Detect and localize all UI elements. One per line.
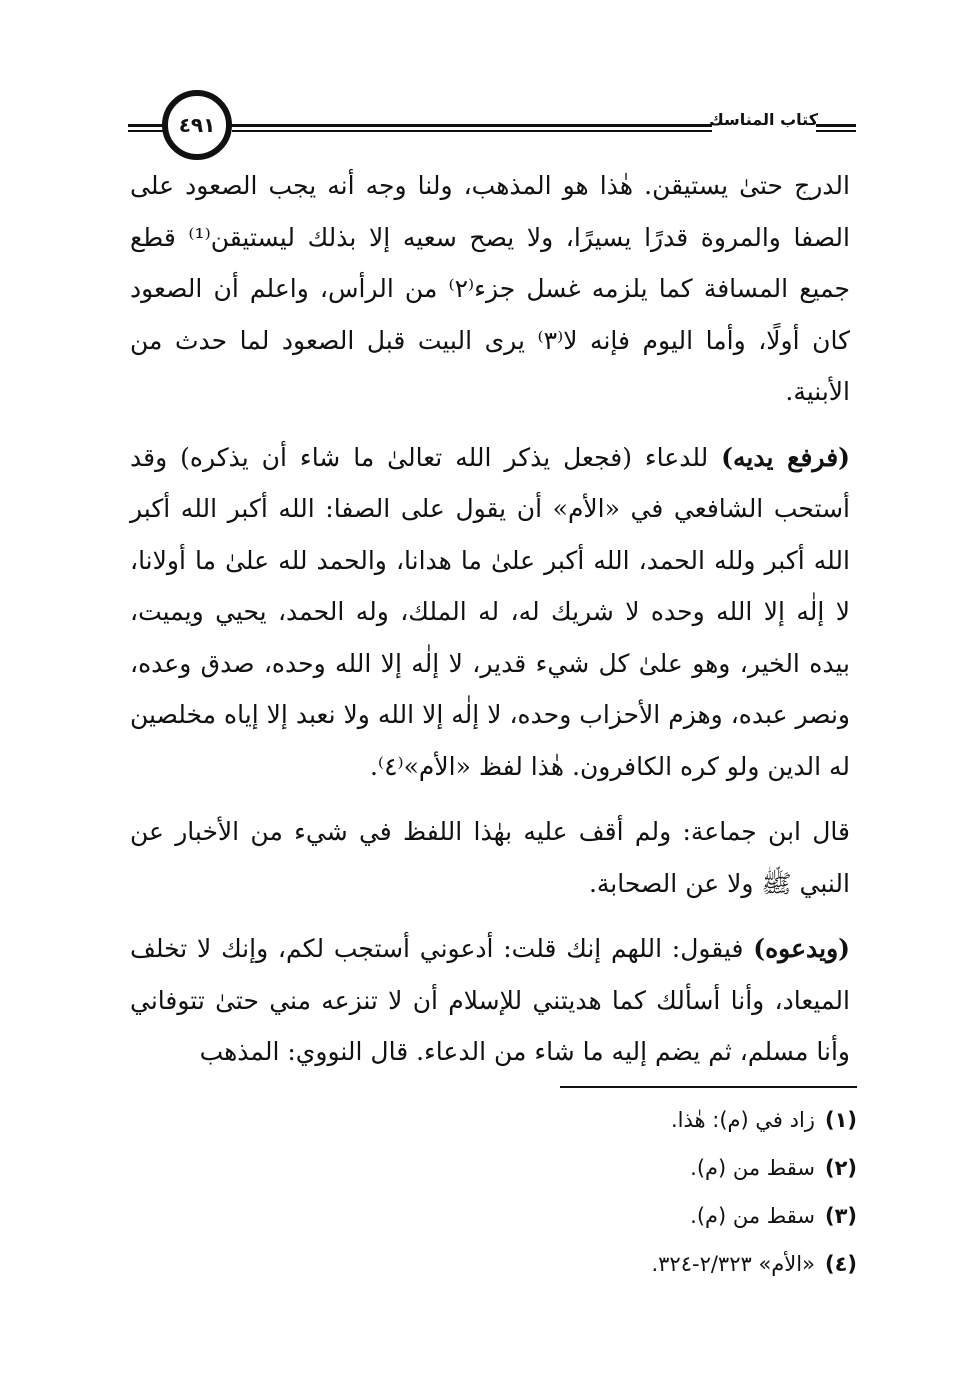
footnote-text: «الأم» ٢/٣٢٣-٣٢٤.: [651, 1252, 815, 1276]
footnote: [457, 1144, 857, 1192]
footnote-text: سقط من (م).: [690, 1204, 815, 1228]
paragraph: [130, 432, 850, 793]
footnote-number: (١): [824, 1108, 857, 1132]
paragraph-text: الدرج حتىٰ يستيقن. هٰذا هو المذهب، ولنا وجه أنه يجب الصعود على الصفا والمروة قدرًا يسيرًا، ولا يصح سعيه إلا بذلك ليستيقن⁽¹⁾ قطع جميع المسافة كما يلزمه غسل جزء⁽٢⁾ من الرأس، واعلم أن الصعود كان أولًا، وأما اليوم فإنه لا⁽٣⁾ يرى البيت قبل الصعود لما حدث من الأبنية.: [130, 171, 850, 406]
paragraph: [130, 806, 850, 909]
footnote-text: سقط من (م).: [690, 1156, 815, 1180]
paragraph: [130, 923, 850, 1078]
footnote-text: زاد في (م): هٰذا.: [670, 1108, 815, 1132]
page-number-badge: [162, 90, 232, 160]
paragraph-lead: (ويدعوه): [753, 934, 850, 963]
footnote-number: (٢): [824, 1156, 857, 1180]
page-number: ٤٩١: [178, 113, 216, 137]
footnote-separator: [560, 1086, 857, 1088]
header-rule-top: [232, 124, 712, 127]
paragraph-text: قال ابن جماعة: ولم أقف عليه بهٰذا اللفظ في شيء من الأخبار عن النبي ﷺ ولا عن الصحابة.: [130, 817, 850, 898]
footnote-number: (٤): [824, 1252, 857, 1276]
footnote: [457, 1240, 857, 1288]
paragraph-text: فيقول: اللهم إنك قلت: أدعوني أستجب لكم، وإنك لا تخلف الميعاد، وأنا أسألك كما هديتني للإسلام أن لا تنزعه مني حتىٰ تتوفاني وأنا مسلم، ثم يضم إليه ما شاء من الدعاء. قال النووي: المذهب: [130, 934, 850, 1066]
paragraph: [130, 160, 850, 418]
book-title: كتاب المناسك: [709, 110, 818, 129]
paragraph-text: للدعاء (فجعل يذكر الله تعالىٰ ما شاء أن يذكره) وقد أستحب الشافعي في «الأم» أن يقول على الصفا: الله أكبر الله أكبر الله أكبر ولله الحمد، الله أكبر علىٰ ما هدانا، والحمد لله علىٰ ما أولانا، لا إلٰه إلا الله وحده لا شريك له، له الملك، وله الحمد، يحيي ويميت، بيده الخير، وهو علىٰ كل شيء قدير، لا إلٰه إلا الله وحده، صدق وعده، ونصر عبده، وهزم الأحزاب وحده، لا إلٰه إلا الله ولا نعبد إلا إياه مخلصين له الدين ولو كره الكافرون. هٰذا لفظ «الأم»⁽٤⁾.: [130, 442, 850, 781]
footnote: [457, 1192, 857, 1240]
header-rule-bottom: [816, 130, 856, 132]
footnotes: [457, 1096, 857, 1288]
footnote-number: (٣): [824, 1204, 857, 1228]
header-rule-top: [816, 124, 856, 127]
paragraph-lead: (فرفع يديه): [721, 442, 850, 472]
main-text: [130, 160, 850, 1092]
header-rule-bottom: [232, 130, 712, 132]
footnote: [457, 1096, 857, 1144]
